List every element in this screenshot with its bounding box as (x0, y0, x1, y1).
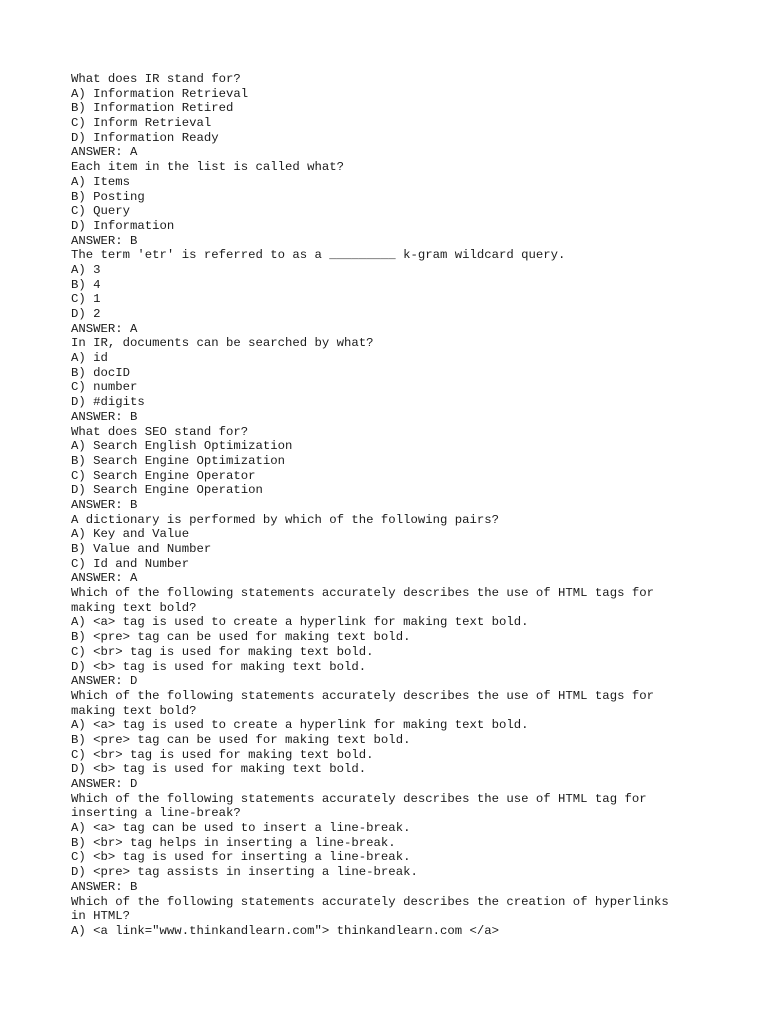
option-line: C) number (71, 380, 138, 395)
question-line: making text bold? (71, 600, 197, 615)
option-line: C) <b> tag is used for inserting a line-break. (71, 850, 411, 865)
option-line: C) Id and Number (71, 556, 190, 571)
question-line: Which of the following statements accurately describes the use of HTML tags for (71, 688, 654, 703)
option-line: A) Information Retrieval (71, 86, 249, 101)
answer-line: ANSWER: D (71, 777, 138, 791)
option-line: A) <a> tag is used to create a hyperlink for making text bold. (71, 718, 529, 733)
option-line: B) docID (71, 365, 131, 380)
option-line: C) Search Engine Operator (71, 468, 256, 483)
option-line: B) 4 (71, 277, 101, 292)
option-line: B) Information Retired (71, 101, 234, 116)
question-line: Each item in the list is called what? (71, 160, 345, 175)
answer-line: ANSWER: B (71, 233, 138, 248)
question-line: A dictionary is performed by which of the following pairs? (71, 512, 500, 527)
option-line: B) <pre> tag can be used for making text bold. (71, 732, 411, 747)
question-line: In IR, documents can be searched by what? (71, 336, 374, 351)
option-line: A) id (71, 351, 108, 366)
option-line: D) Information (71, 218, 175, 233)
option-line: D) #digits (71, 395, 145, 410)
option-line: B) Search Engine Optimization (71, 453, 286, 468)
option-line: A) <a> tag is used to create a hyperlink for making text bold. (71, 615, 529, 630)
option-line: B) <br> tag helps in inserting a line-break. (71, 835, 396, 850)
option-line: D) Search Engine Operation (71, 483, 263, 498)
answer-line: ANSWER: B (71, 879, 138, 894)
option-line: D) <pre> tag assists in inserting a line-break. (71, 865, 418, 880)
question-line: inserting a line-break? (71, 806, 241, 821)
option-line: A) Key and Value (71, 527, 190, 542)
answer-line: ANSWER: A (71, 571, 138, 586)
question-line: making text bold? (71, 703, 197, 718)
question-line: Which of the following statements accurately describes the creation of hyperlinks (71, 894, 669, 909)
question-line: What does SEO stand for? (71, 424, 249, 439)
answer-line: ANSWER: B (71, 409, 138, 424)
option-line: A) Search English Optimization (71, 439, 293, 454)
option-line: A) <a link="www.thinkandlearn.com"> thinkandlearn.com </a> (71, 923, 500, 938)
document-text (71, 72, 711, 939)
option-line: D) 2 (71, 307, 101, 321)
question-line: in HTML? (71, 909, 131, 924)
question-line: The term 'etr' is referred to as a _________ k-gram wildcard query. (71, 248, 566, 263)
answer-line: ANSWER: A (71, 145, 138, 160)
option-line: D) <b> tag is used for making text bold. (71, 659, 367, 674)
option-line: C) 1 (71, 292, 101, 307)
option-line: B) Posting (71, 189, 145, 204)
answer-line: ANSWER: A (71, 321, 138, 336)
option-line: B) <pre> tag can be used for making text bold. (71, 630, 411, 645)
option-line: C) Inform Retrieval (71, 116, 212, 131)
option-line: D) Information Ready (71, 130, 219, 145)
option-line: A) Items (71, 174, 131, 189)
option-line: A) 3 (71, 262, 101, 277)
option-line: C) <br> tag is used for making text bold. (71, 747, 374, 762)
answer-line: ANSWER: B (71, 497, 138, 512)
option-line: D) <b> tag is used for making text bold. (71, 762, 367, 777)
option-line: A) <a> tag can be used to insert a line-break. (71, 821, 411, 836)
answer-line: ANSWER: D (71, 674, 138, 689)
option-line: C) <br> tag is used for making text bold. (71, 644, 374, 659)
question-line: Which of the following statements accurately describes the use of HTML tags for (71, 586, 654, 601)
question-line: What does IR stand for? (71, 72, 241, 86)
option-line: C) Query (71, 204, 131, 219)
question-line: Which of the following statements accurately describes the use of HTML tag for (71, 791, 647, 806)
option-line: B) Value and Number (71, 542, 212, 556)
